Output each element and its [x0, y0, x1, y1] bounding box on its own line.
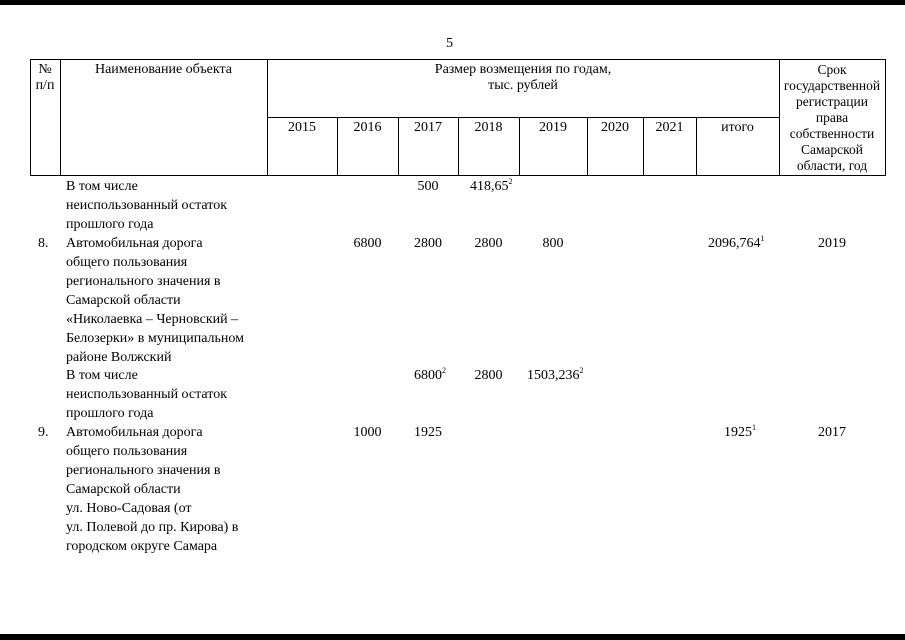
footnote-mark: 2 [442, 366, 446, 375]
cell-2018 [470, 177, 513, 196]
cell-2019: 800 [542, 236, 564, 251]
cell-2016: 1000 [353, 425, 382, 440]
cell-value: 6800 [414, 368, 442, 383]
footnote-mark: 1 [752, 423, 756, 432]
cell-2016: 6800 [353, 236, 382, 251]
row-name-line: ул. Полевой до пр. Кирова) в [66, 520, 239, 535]
footnote-mark: 2 [508, 177, 513, 186]
footnote-mark: 1 [760, 234, 765, 243]
cell-2017 [414, 366, 446, 385]
footnote-mark: 2 [579, 366, 584, 375]
header-year-2016: 2016 [353, 120, 382, 135]
header-year-2015: 2015 [288, 120, 316, 135]
header-total: итого [721, 120, 754, 135]
row-name-line: «Николаевка – Черновский – [66, 312, 239, 327]
row-name [66, 177, 227, 234]
cell-total [724, 423, 756, 442]
header-num: № п/п [35, 62, 55, 93]
header-year-2019: 2019 [539, 120, 567, 135]
row-name-line: В том числе [66, 368, 138, 383]
cell-deadline: 2017 [818, 425, 846, 440]
header-year-2018: 2018 [474, 120, 503, 135]
cell-value: 1925 [724, 425, 752, 440]
row-name-line: прошлого года [66, 217, 154, 232]
cell-2018: 2800 [474, 236, 503, 251]
header-year-2021: 2021 [655, 120, 684, 135]
row-name-line: неиспользованный остаток [66, 387, 227, 402]
header-top-line [30, 59, 886, 60]
header-mid-line [267, 117, 779, 118]
row-name-line: городском округе Самара [66, 539, 218, 554]
cell-total [708, 234, 765, 253]
page-number: 5 [446, 36, 453, 51]
cell-value: 1503,236 [527, 368, 580, 383]
row-name [66, 423, 238, 556]
row-name-line: Автомобильная дорога [66, 236, 203, 251]
cell-2017: 1925 [414, 425, 442, 440]
row-number: 9. [38, 425, 49, 440]
row-name-line: районе Волжский [66, 350, 172, 365]
row-name-line: неиспользованный остаток [66, 198, 227, 213]
row-name-line: В том числе [66, 179, 138, 194]
cell-value: 2096,764 [708, 236, 761, 251]
row-name-line: ул. Ново-Садовая (от [66, 501, 192, 516]
row-name-line: регионального значения в [66, 463, 221, 478]
row-name-line: Самарской области [66, 482, 181, 497]
bottom-border [0, 634, 905, 640]
row-name-line: общего пользования [66, 255, 188, 270]
cell-2017: 2800 [414, 236, 442, 251]
row-name-line: прошлого года [66, 406, 154, 421]
row-name-line: регионального значения в [66, 274, 221, 289]
col-line [885, 59, 886, 176]
row-name-line: Автомобильная дорога [66, 425, 203, 440]
header-deadline: Срок государственной регистрации права собственности Самарской области, год [783, 62, 881, 173]
header-amount: Размер возмещения по годам, тыс. рублей [434, 62, 612, 93]
cell-2018: 2800 [474, 368, 503, 383]
cell-value: 418,65 [470, 179, 509, 194]
header-name: Наименование объекта [94, 62, 233, 77]
top-border [0, 0, 905, 5]
header-year-2020: 2020 [601, 120, 629, 135]
row-name-line: общего пользования [66, 444, 188, 459]
row-name-line: Самарской области [66, 293, 181, 308]
cell-2019 [527, 366, 584, 385]
header-year-2017: 2017 [414, 120, 442, 135]
row-name [66, 234, 244, 367]
cell-2017: 500 [417, 179, 439, 194]
row-name-line: Белозерки» в муниципальном [66, 331, 245, 346]
row-name [66, 366, 227, 423]
cell-deadline: 2019 [818, 236, 846, 251]
row-number: 8. [38, 236, 49, 251]
